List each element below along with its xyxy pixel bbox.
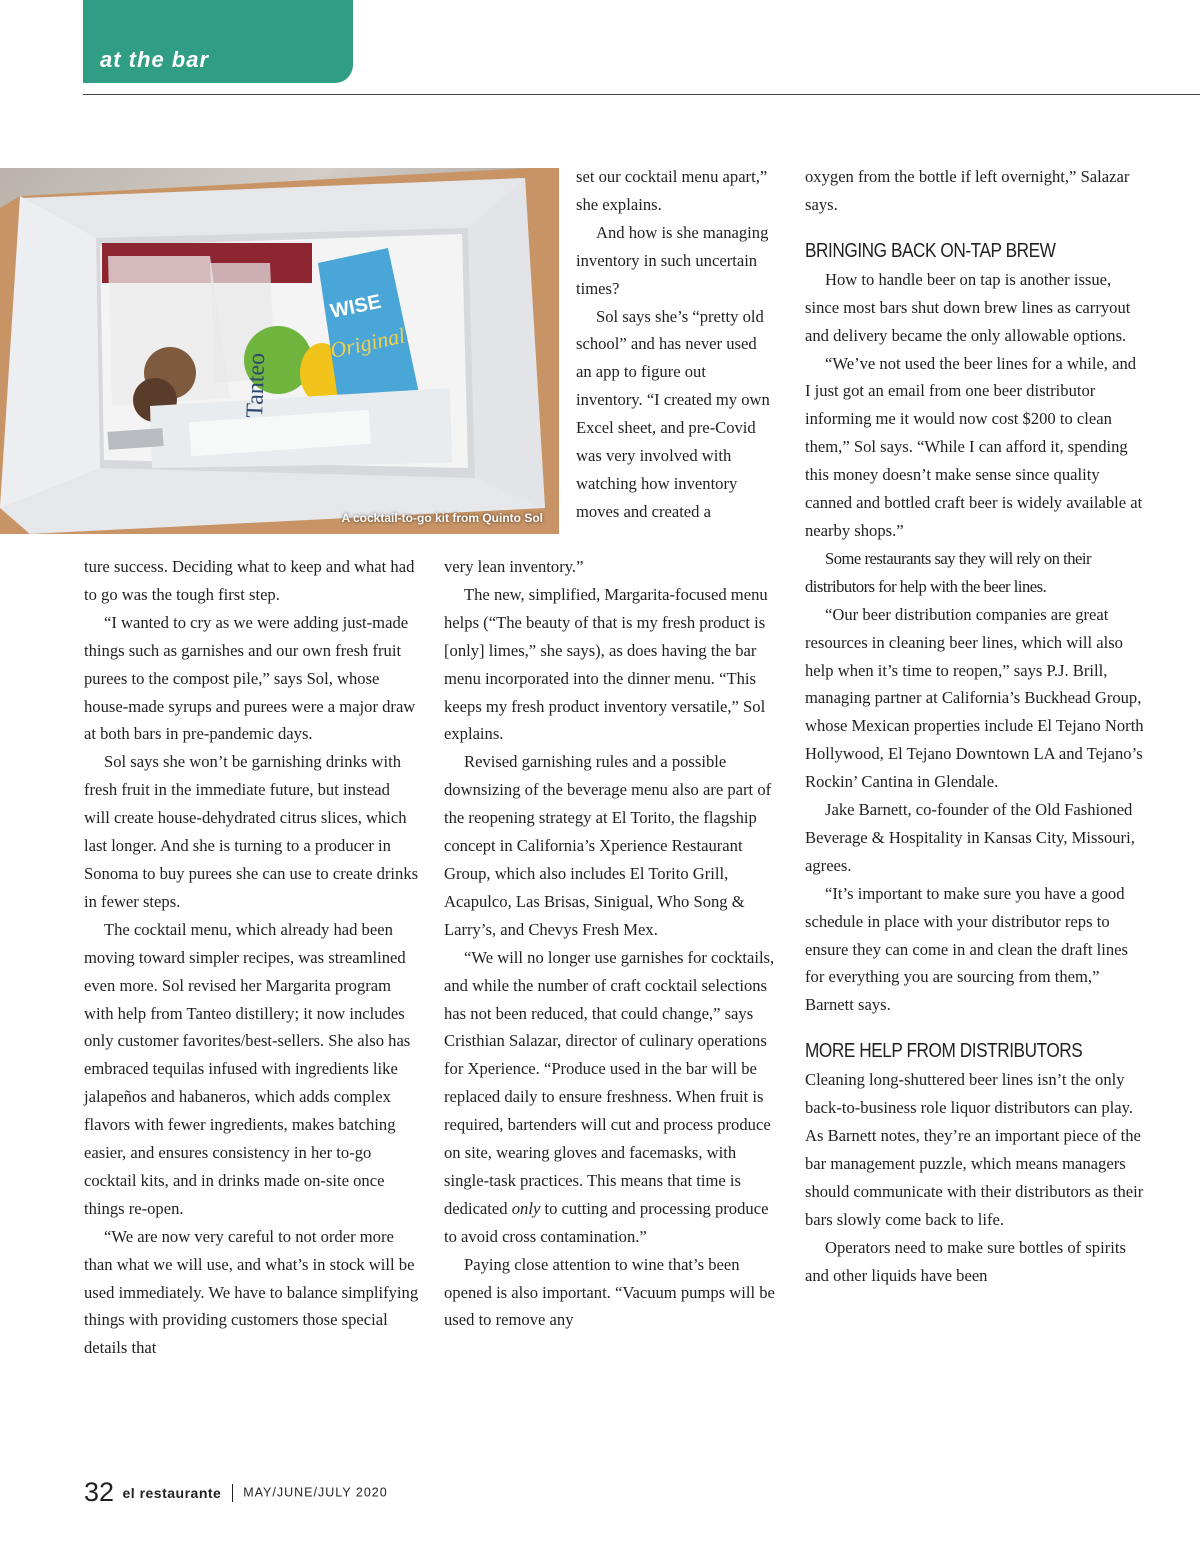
column-2-bottom [444, 553, 776, 1334]
section-label: at the bar [100, 47, 210, 72]
paragraph: Sol says she won’t be garnishing drinks with fresh fruit in the immediate future, but instead will create house-dehydrated citrus slices, which last longer. And she is turning to a producer in Sonoma to buy purees she can use to create drinks in fewer steps. [84, 752, 419, 911]
footer-separator [232, 1484, 233, 1502]
paragraph: And how is she managing inventory in such uncertain times? [576, 222, 769, 298]
svg-text:WISE: WISE [328, 290, 384, 323]
paragraph: The new, simplified, Margarita-focused menu helps (“The beauty of that is my fresh product is [only] limes,” she says), as does having the bar menu incorporated into the dinner menu. “This keeps my fresh product inventory versatile,” Sol explains. [444, 584, 768, 744]
cocktail-kit-photo [0, 168, 559, 534]
subheading: MORE HELP FROM DISTRIBUTORS [805, 1040, 1083, 1063]
emphasis: only [511, 1198, 541, 1218]
issue-date: MAY/JUNE/JULY 2020 [243, 1485, 388, 1500]
column-3 [805, 163, 1145, 1290]
svg-text:Original: Original [327, 322, 408, 363]
paragraph: “I wanted to cry as we were adding just-made things such as garnishes and our own fresh fruit purees to the compost pile,” says Sol, whose house-made syrups and purees were a major draw at both bars in pre-pandemic days. [84, 612, 416, 744]
page-number: 32 [84, 1477, 115, 1507]
paragraph: How to handle beer on tap is another issue, since most bars shut down brew lines as carryout and delivery became the only allowable options. [805, 269, 1131, 345]
svg-text:Tanteo: Tanteo [242, 352, 271, 419]
text-run: “We will no longer use garnishes for cocktails, and while the number of craft cocktail selections has not been reduced, that could change,” says Cristhian Salazar, director of culinary operations for Xperience. “Produce used in the bar will be replaced daily to ensure freshness. When fruit is required, bartenders will cut and process produce on site, wearing gloves and facemasks, with single-task practices. This means that time is dedicated [444, 947, 775, 1218]
paragraph: “Our beer distribution companies are great resources in cleaning beer lines, which will also help when it’s time to reopen,” says P.J. Brill, managing partner at California’s Buckhead Group, whose Mexican properties include El Tejano North Hollywood, El Tejano Downtown LA and Tejano’s Rockin’ Cantina in Glendale. [805, 604, 1144, 792]
paragraph: Operators need to make sure bottles of spirits and other liquids have been [805, 1237, 1126, 1285]
paragraph: Sol says she’s “pretty old school” and has never used an app to figure out inventory. “I created my own Excel sheet, and pre-Covid was very involved with watching how inventory moves and created a [576, 306, 770, 521]
paragraph: “It’s important to make sure you have a good schedule in place with your distributor reps to ensure they can come in and clean the draft lines for everything you are sourcing from them,” Barnett says. [805, 883, 1128, 1015]
paragraph: Paying close attention to wine that’s been opened is also important. “Vacuum pumps will be used to remove any [444, 1254, 775, 1330]
paragraph: Revised garnishing rules and a possible downsizing of the beverage menu also are part of the reopening strategy at El Torito, the flagship concept in California’s Xperience Restaurant Group, which also includes El Torito Grill, Acapulco, Las Brisas, Sinigual, Who Song & Larry’s, and Chevys Fresh Mex. [444, 752, 772, 939]
paragraph [444, 944, 776, 1251]
photo-caption: A cocktail-to-go kit from Quinto Sol [341, 511, 543, 525]
cocktail-kit-illustration [0, 168, 559, 534]
header-rule [83, 94, 1200, 95]
paragraph: set our cocktail menu apart,” she explains. [576, 167, 768, 214]
paragraph: Cleaning long-shuttered beer lines isn’t the only back-to-business role liquor distributors can play. As Barnett notes, they’re an important piece of the bar management puzzle, which means managers should communicate with their distributors as their bars slowly come back to life. [805, 1070, 1144, 1229]
paragraph: “We are now very careful to not order more than what we will use, and what’s in stock will be used immediately. We have to balance simplifying things with providing customers those special details that [84, 1226, 419, 1358]
paragraph: “We’ve not used the beer lines for a while, and I just got an email from one beer distributor informing me it would now cost $200 to clean them,” Sol says. “While I can afford it, spending this money doesn’t make sense since quality canned and bottled craft beer is widely available at nearby shops.” [805, 353, 1143, 540]
column-1 [84, 553, 419, 1362]
subheading: BRINGING BACK ON-TAP BREW [805, 239, 1056, 262]
paragraph: ture success. Deciding what to keep and what had to go was the tough first step. [84, 557, 415, 604]
magazine-name: el restaurante [122, 1484, 222, 1501]
paragraph: The cocktail menu, which already had been moving toward simpler recipes, was streamlined even more. Sol revised her Margarita program with help from Tanteo distillery; it now includes only customer favorites/best-sellers. She also has embraced tequilas infused with ingredients like jalapeños and habaneros, which adds complex flavors with fewer ingredients, makes batching easier, and ensures consistency in her to-go cocktail kits, and in drinks made on-site once things re-open. [84, 919, 411, 1218]
paragraph: very lean inventory.” [444, 557, 584, 576]
text-run: to cutting and processing produce to avoid cross contamination.” [444, 1198, 769, 1246]
page-footer [84, 1477, 388, 1508]
paragraph: oxygen from the bottle if left overnight,” Salazar says. [805, 167, 1130, 214]
paragraph: Jake Barnett, co-founder of the Old Fashioned Beverage & Hospitality in Kansas City, Missouri, agrees. [805, 800, 1135, 875]
column-2-top [576, 163, 776, 526]
section-tab [83, 0, 353, 83]
paragraph: Some restaurants say they will rely on their distributors for help with the beer lines. [805, 548, 1092, 596]
